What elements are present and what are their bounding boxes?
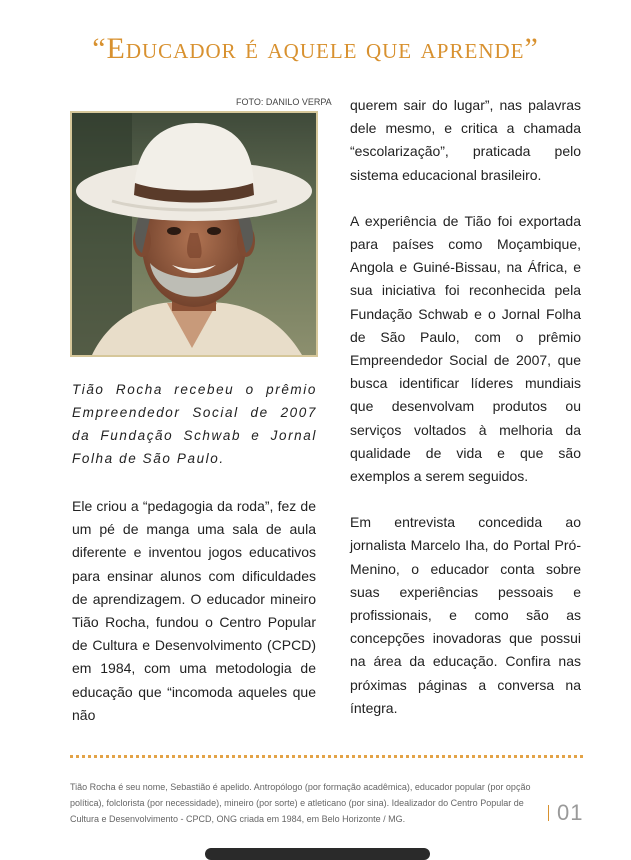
footnote: Tião Rocha é seu nome, Sebastião é apelido. Antropólogo (por formação acadêmica), educador popular (por opção política), folclorista (por necessidade), mineiro (por sorte) e atleticano (por sina). Idealizador do Centro Popular de Cultura e Desenvolvimento - CPCD, ONG criada em 1984, em Belo Horizonte / MG. <box>70 782 531 824</box>
portrait-illustration <box>72 113 316 355</box>
dotted-divider <box>70 755 583 758</box>
paragraph: Em entrevista concedida ao jornalista Marcelo Iha, do Portal Pró-Menino, o educador conta sobre suas experiências pessoais e profissionais, e como são as concepções inovadoras que possui na área da educação. Confira nas próximas páginas a conversa na íntegra. <box>350 514 581 716</box>
page-number <box>548 800 583 826</box>
scrollbar-thumb[interactable] <box>205 848 430 860</box>
paragraph: A experiência de Tião foi exportada para países como Moçambique, Angola e Guiné-Bissau, na África, e sua iniciativa foi reconhecida pela Fundação Schwab e o Jornal Folha de São Paulo, com o prêmio Empreendedor Social de 2007, que busca identificar líderes mundiais que desenvolvam produtos ou serviços voltados à melhoria da qualidade de vida e que são exemplos a serem seguidos. <box>350 212 581 485</box>
paragraph: Ele criou a “pedagogia da roda”, fez de um pé de manga uma sala de aula diferente e inventou jogos educativos para ensinar alunos com dificuldades de aprendizagem. O educador mineiro Tião Rocha, fundou o Centro Popular de Cultura e Desenvolvimento (CPCD) em 1984, com uma metodologia de educação que “incomoda aqueles que não <box>72 498 316 723</box>
portrait-photo <box>70 111 318 357</box>
page-title: “Educador é aquele que aprende” <box>92 32 539 65</box>
photo-credit: FOTO: DANILO VERPA <box>236 97 332 107</box>
article-right-column <box>350 94 581 720</box>
article-left-column <box>72 495 316 727</box>
photo-caption: Tião Rocha recebeu o prêmio Empreendedor Social de 2007 da Fundação Schwab e Jornal Folha de São Paulo. <box>72 382 317 466</box>
paragraph: querem sair do lugar”, nas palavras dele mesmo, e critica a chamada “escolarização”, praticada pelo sistema educacional brasileiro. <box>350 97 581 183</box>
page-number-value: 01 <box>557 800 584 825</box>
page-number-divider <box>548 805 549 821</box>
